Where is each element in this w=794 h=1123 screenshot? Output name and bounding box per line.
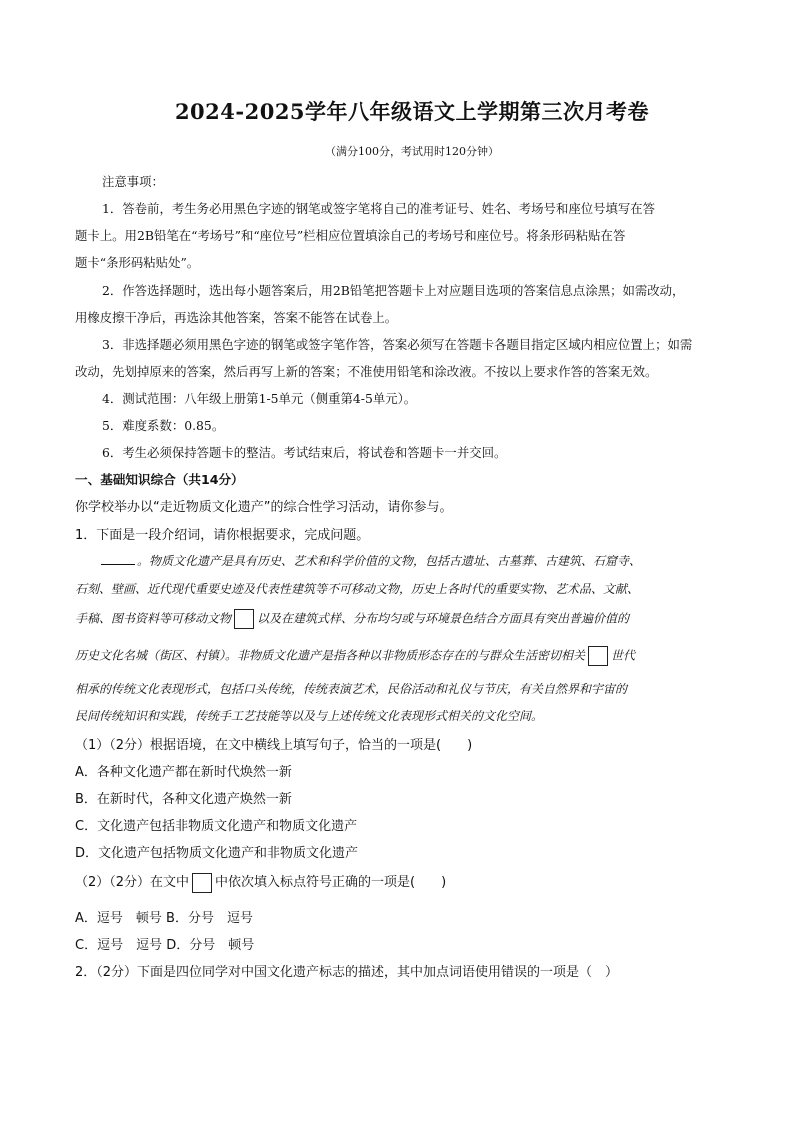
note-1-line-3: 题卡“条形码粘贴处”。 [75, 255, 200, 270]
note-2-line-1: 2．作答选择题时，选出每小题答案后，用2B铅笔把答题卡上对应题目选项的答案信息点涂黑；如需改动， [102, 283, 685, 298]
page-title: 2024-2025学年八年级语文上学期第三次月考卷 [174, 99, 650, 124]
question-2-stem: 2．（2分）下面是四位同学对中国文化遗产标志的描述，其中加点词语使用错误的一项是（ ） [75, 965, 619, 980]
note-3-line-1: 3．非选择题必须用黑色字迹的钢笔或签字笔作答，答案必须写在答题卡各题目指定区域内相应位置上；如需 [102, 337, 693, 352]
note-2-line-2: 用橡皮擦干净后，再选涂其他答案，答案不能答在试卷上。 [75, 310, 398, 325]
question-1-2-suffix: 中依次填入标点符号正确的一项是( ) [215, 875, 447, 890]
question-1-1: （1）（2分）根据语境，在文中横线上填写句子，恰当的一项是( ) [75, 738, 473, 753]
passage-line-3 [75, 609, 629, 629]
notes-heading: 注意事项： [102, 174, 164, 189]
option-c: C．文化遗产包括非物质文化遗产和物质文化遗产 [75, 819, 358, 834]
passage-line-4a: 历史文化名城（街区、村镇）。非物质文化遗产是指各种以非物质形态存在的与群众生活密切相关 [75, 648, 586, 663]
question-1-2-prefix: （2）（2分）在文中 [75, 875, 190, 890]
punctuation-box-2 [588, 646, 608, 666]
passage-line-3a: 手稿、图书资料等可移动文物 [75, 611, 232, 626]
note-6: 6．考生必须保持答题卡的整洁。考试结束后，将试卷和答题卡一并交回。 [102, 445, 507, 460]
option-d: D．文化遗产包括物质文化遗产和非物质文化遗产 [75, 846, 359, 861]
option-a: A．各种文化遗产都在新时代焕然一新 [75, 765, 292, 780]
page-subtitle: （满分100分，考试用时120分钟） [325, 145, 499, 158]
note-1-line-1: 1．答卷前，考生务必用黑色字迹的钢笔或签字笔将自己的准考证号、姓名、考场号和座位号填写在答 [102, 201, 656, 216]
section-heading: 一、基础知识综合（共14分） [75, 472, 244, 487]
options-1-2-cd: C．逗号 逗号 D．分号 顿号 [75, 938, 255, 953]
passage-line-4 [75, 646, 635, 666]
note-5: 5．难度系数：0.85。 [102, 418, 225, 433]
section-intro: 你学校举办以“走近物质文化遗产”的综合性学习活动，请你参与。 [75, 500, 453, 515]
punctuation-box-1 [234, 609, 254, 629]
note-3-line-2: 改动，先划掉原来的答案，然后再写上新的答案；不准使用铅笔和涂改液。不按以上要求作答的答案无效。 [75, 364, 658, 379]
punctuation-box-ref [192, 873, 212, 893]
options-1-2-ab: A．逗号 顿号 B．分号 逗号 [75, 911, 253, 926]
passage-line-4b: 世代 [611, 648, 636, 663]
fill-blank-line [101, 552, 135, 565]
question-1-stem: 1．下面是一段介绍词，请你根据要求，完成问题。 [75, 528, 370, 543]
passage-line-1 [101, 552, 641, 569]
passage-line-3b: 以及在建筑式样、分布均匀或与环境景色结合方面具有突出普遍价值的 [257, 611, 630, 626]
passage-line-5: 相承的传统文化表现形式，包括口头传统，传统表演艺术，民俗活动和礼仪与节庆，有关自然界和宇宙的 [75, 682, 628, 696]
passage-line-6: 民间传统知识和实践，传统手工艺技能等以及与上述传统文化表现形式相关的文化空间。 [75, 709, 544, 723]
passage-line-2: 石刻、壁画、近代现代重要史迹及代表性建筑等不可移动文物，历史上各时代的重要实物、艺术品、文献、 [75, 582, 640, 596]
note-1-line-2: 题卡上。用2B铅笔在“考场号”和“座位号”栏相应位置填涂自己的考场号和座位号。将条形码粘贴在答 [75, 228, 626, 243]
passage-line-1-text: 。物质文化遗产是具有历史、艺术和科学价值的文物，包括古遗址、古墓葬、古建筑、石窟寺、 [137, 554, 642, 568]
question-1-2 [75, 871, 446, 893]
option-b: B．在新时代，各种文化遗产焕然一新 [75, 792, 292, 807]
note-4: 4．测试范围：八年级上册第1-5单元（侧重第4-5单元）。 [102, 391, 417, 406]
